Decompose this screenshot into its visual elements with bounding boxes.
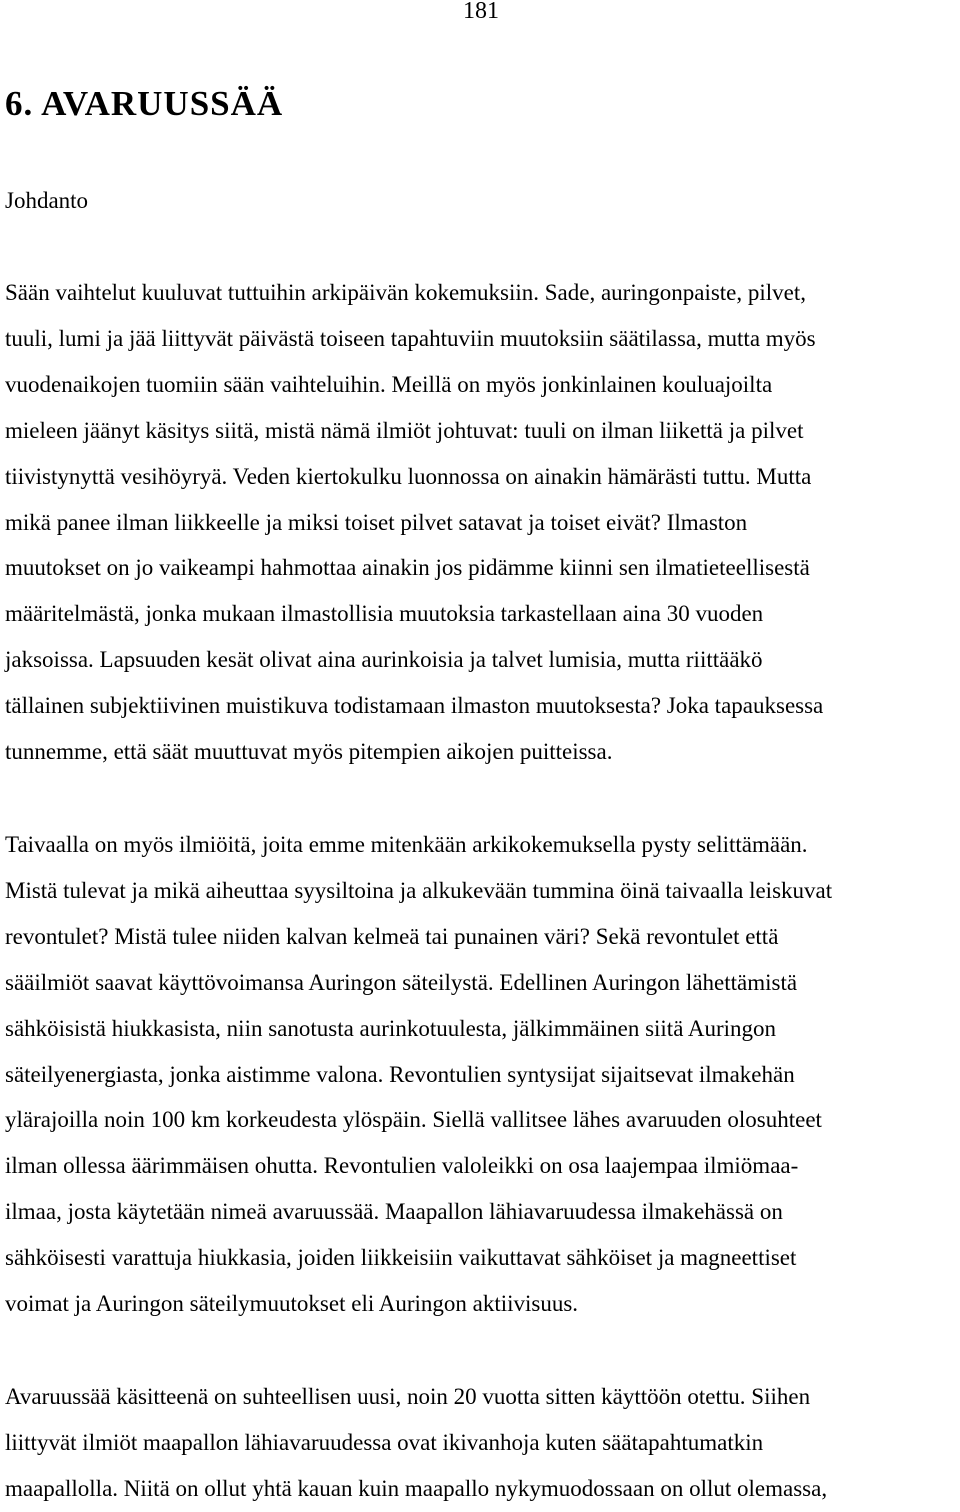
section-heading: Johdanto bbox=[5, 188, 89, 213]
text-line: Mistä tulevat ja mikä aiheuttaa syysiltoina ja alkukevään tummina öinä taivaalla leiskuvat bbox=[5, 877, 833, 903]
paragraph-3 bbox=[5, 1374, 955, 1512]
text-line: tunnemme, että säät muuttuvat myös pitempien aikojen puitteissa. bbox=[5, 739, 613, 765]
paragraph-2 bbox=[5, 822, 955, 1327]
text-line: maapallolla. Niitä on ollut yhtä kauan kuin maapallo nykymuodossaan on ollut olemassa, bbox=[5, 1475, 828, 1501]
text-line: jaksoissa. Lapsuuden kesät olivat aina aurinkoisia ja talvet lumisia, mutta riittääkö bbox=[5, 647, 763, 673]
text-line: sääilmiöt saavat käyttövoimansa Auringon säteilystä. Edellinen Auringon lähettämistä bbox=[5, 969, 798, 995]
text-line: mikä panee ilman liikkeelle ja miksi toiset pilvet satavat ja toiset eivät? Ilmaston bbox=[5, 509, 748, 535]
text-line: voimat ja Auringon säteilymuutokset eli Auringon aktiivisuus. bbox=[5, 1291, 579, 1317]
text-line: Taivaalla on myös ilmiöitä, joita emme mitenkään arkikokemuksella pysty selittämään. bbox=[5, 832, 808, 857]
text-line: Sään vaihtelut kuuluvat tuttuihin arkipäivän kokemuksiin. Sade, auringonpaiste, pilvet, bbox=[5, 280, 807, 305]
chapter-title: 6. AVARUUSSÄÄ bbox=[5, 84, 284, 123]
text-line: Avaruussää käsitteenä on suhteellisen uusi, noin 20 vuotta sitten käyttöön otettu. Siihen bbox=[5, 1384, 811, 1409]
text-line: sähköisistä hiukkasista, niin sanotusta aurinkotuulesta, jälkimmäinen siitä Auringon bbox=[5, 1015, 777, 1041]
text-line: vuodenaikojen tuomiin sään vaihteluihin. Meillä on myös jonkinlainen kouluajoilta bbox=[5, 371, 773, 397]
text-line: tiivistynyttä vesihöyryä. Veden kiertokulku luonnossa on ainakin hämärästi tuttu. Mutta bbox=[5, 463, 812, 489]
text-line: määritelmästä, jonka mukaan ilmastollisia muutoksia tarkastellaan aina 30 vuoden bbox=[5, 601, 764, 627]
text-line: säteilyenergiasta, jonka aistimme valona. Revontulien syntysijat sijaitsevat ilmakehän bbox=[5, 1061, 795, 1087]
text-line: liittyvät ilmiöt maapallon lähiavaruudessa ovat ikivanhoja kuten säätapahtumatkin bbox=[5, 1429, 764, 1455]
text-line: sähköisesti varattuja hiukkasia, joiden liikkeisiin vaikuttavat sähköiset ja magneettiset bbox=[5, 1245, 797, 1271]
text-line: mieleen jäänyt käsitys siitä, mistä nämä ilmiöt johtuvat: tuuli on ilman liikettä ja pilvet bbox=[5, 417, 804, 443]
paragraph-1 bbox=[5, 270, 955, 775]
text-line: revontulet? Mistä tulee niiden kalvan kelmeä tai punainen väri? Sekä revontulet että bbox=[5, 923, 779, 949]
text-line: ylärajoilla noin 100 km korkeudesta ylöspäin. Siellä vallitsee lähes avaruuden olosuhteet bbox=[5, 1107, 822, 1133]
text-line: ilman ollessa äärimmäisen ohutta. Revontulien valoleikki on osa laajempaa ilmiömaa- bbox=[5, 1153, 799, 1179]
text-line: tuuli, lumi ja jää liittyvät päivästä toiseen tapahtuviin muutoksiin säätilassa, mutta myös bbox=[5, 325, 816, 351]
page-number: 181 bbox=[463, 0, 499, 24]
text-line: muutokset on jo vaikeampi hahmottaa ainakin jos pidämme kiinni sen ilmatieteellisestä bbox=[5, 555, 810, 581]
text-line: ilmaa, josta käytetään nimeä avaruussää. Maapallon lähiavaruudessa ilmakehässä on bbox=[5, 1199, 783, 1225]
text-line: tällainen subjektiivinen muistikuva todistamaan ilmaston muutoksesta? Joka tapauksessa bbox=[5, 693, 824, 719]
